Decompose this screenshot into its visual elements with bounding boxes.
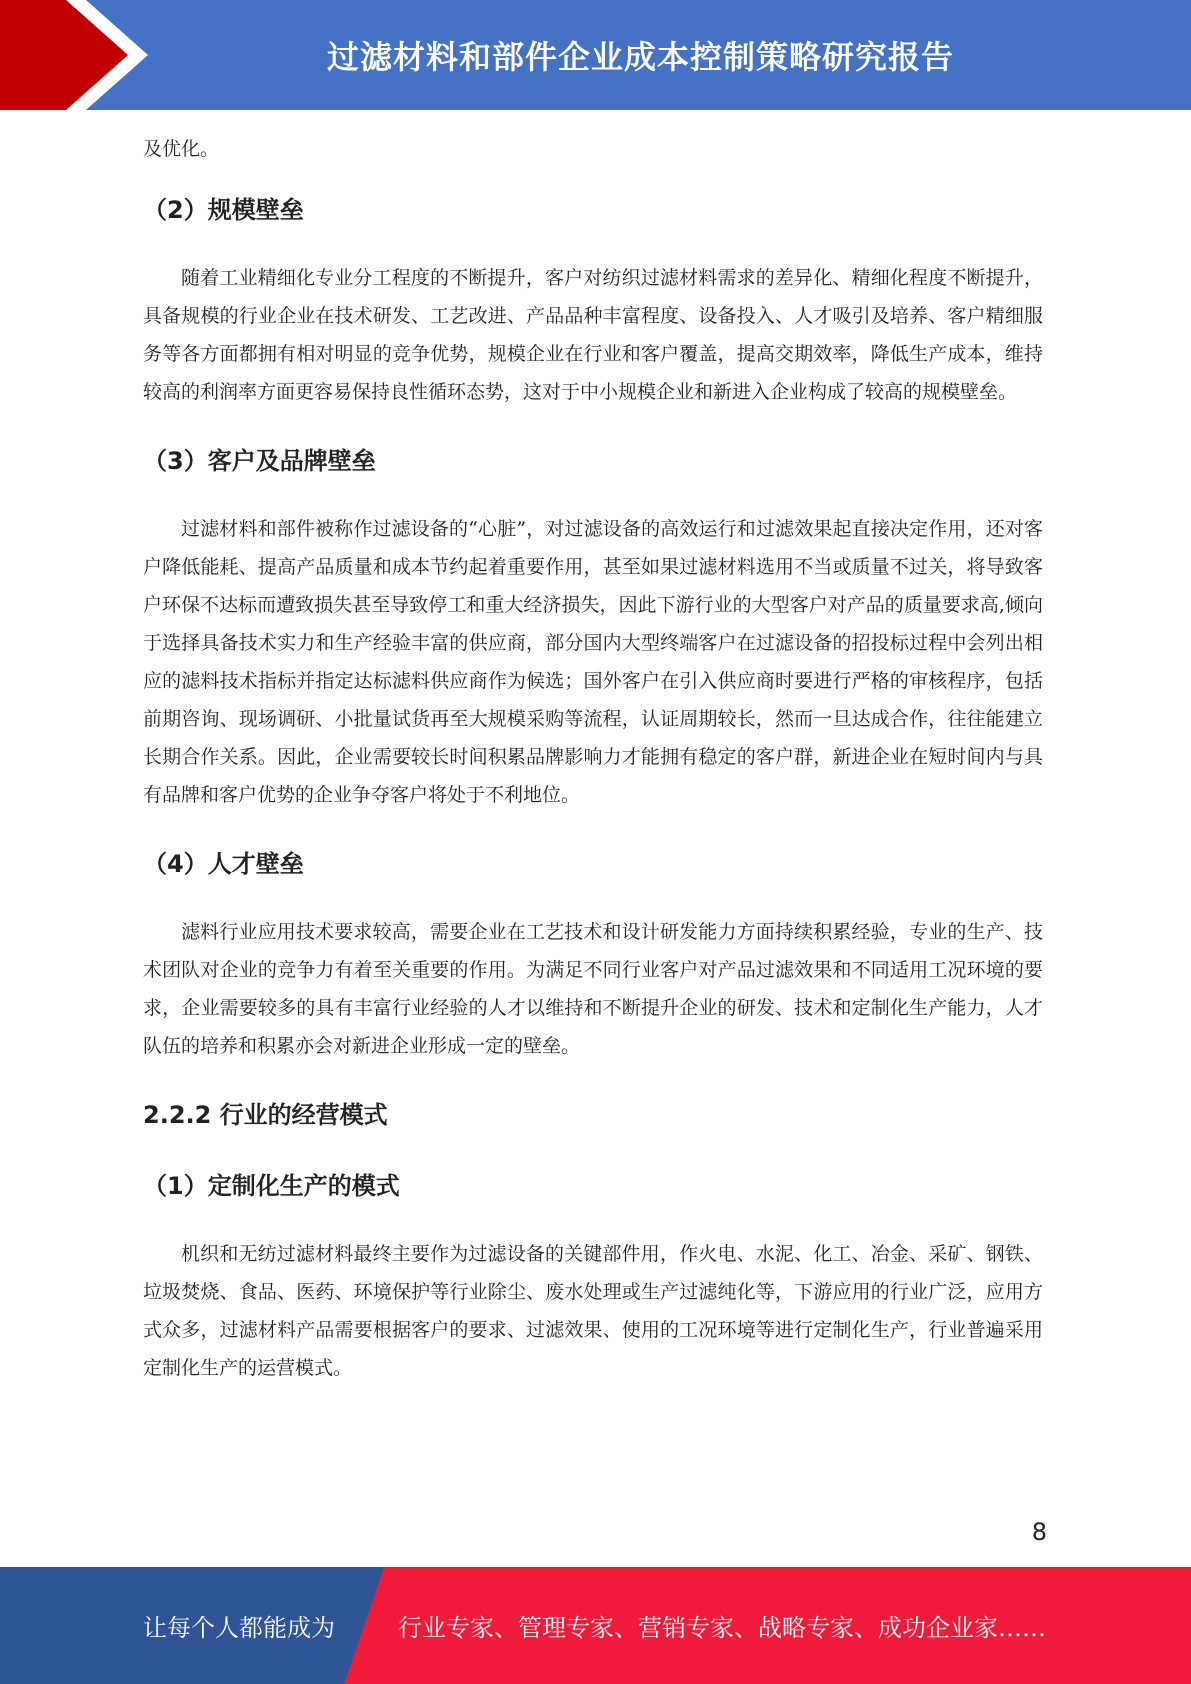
page-header xyxy=(0,0,1191,110)
section-heading-customer-brand-barrier: （3）客户及品牌壁垒 xyxy=(143,447,376,475)
footer-slogan-right: 行业专家、管理专家、营销专家、战略专家、成功企业家…… xyxy=(398,1614,1046,1642)
page-number: 8 xyxy=(1031,1518,1047,1546)
chapter-heading-business-model: 2.2.2 行业的经营模式 xyxy=(143,1101,388,1129)
section-paragraph-talent-barrier: 滤料行业应用技术要求较高，需要企业在工艺技术和设计研发能力方面持续积累经验，专业的生产、技术团队对企业的竞争力有着至关重要的作用。为满足不同行业客户对产品过滤效果和不同适用工况环境的要求，企业需要较多的具有丰富行业经验的人才以维持和不断提升企业的研发、技术和定制化生产能力，人才队伍的培养和积累亦会对新进企业形成一定的壁垒。 xyxy=(143,921,1043,1057)
footer-slogan-left: 让每个人都能成为 xyxy=(143,1614,335,1642)
document-body xyxy=(143,130,1043,1387)
section-paragraph-custom-production: 机织和无纺过滤材料最终主要作为过滤设备的关键部件用，作火电、水泥、化工、冶金、采矿、钢铁、垃圾焚烧、食品、医药、环境保护等行业除尘、废水处理或生产过滤纯化等，下游应用的行业广泛，应用方式众多，过滤材料产品需要根据客户的要求、过滤效果、使用的工况环境等进行定制化生产，行业普遍采用定制化生产的运营模式。 xyxy=(143,1243,1043,1379)
header-chevron-decoration xyxy=(0,0,160,110)
section-heading-custom-production: （1）定制化生产的模式 xyxy=(143,1172,400,1200)
report-title: 过滤材料和部件企业成本控制策略研究报告 xyxy=(326,38,954,76)
intro-tail-text: 及优化。 xyxy=(143,138,220,160)
section-paragraph-scale-barrier: 随着工业精细化专业分工程度的不断提升，客户对纺织过滤材料需求的差异化、精细化程度不断提升，具备规模的行业企业在技术研发、工艺改进、产品品种丰富程度、设备投入、人才吸引及培养、客户精细服务等各方面都拥有相对明显的竞争优势，规模企业在行业和客户覆盖，提高交期效率，降低生产成本，维持较高的利润率方面更容易保持良性循环态势，这对于中小规模企业和新进入企业构成了较高的规模壁垒。 xyxy=(143,267,1043,403)
section-heading-scale-barrier: （2）规模壁垒 xyxy=(143,196,304,224)
page-footer xyxy=(0,1567,1191,1684)
section-heading-talent-barrier: （4）人才壁垒 xyxy=(143,850,304,878)
section-paragraph-customer-brand-barrier: 过滤材料和部件被称作过滤设备的“心脏”，对过滤设备的高效运行和过滤效果起直接决定作用，还对客户降低能耗、提高产品质量和成本节约起着重要作用，甚至如果过滤材料选用不当或质量不过关，将导致客户环保不达标而遭致损失甚至导致停工和重大经济损失，因此下游行业的大型客户对产品的质量要求高,倾向于选择具备技术实力和生产经验丰富的供应商，部分国内大型终端客户在过滤设备的招投标过程中会列出相应的滤料技术指标并指定达标滤料供应商作为候选；国外客户在引入供应商时要进行严格的审核程序，包括前期咨询、现场调研、小批量试货再至大规模采购等流程，认证周期较长，然而一旦达成合作，往往能建立长期合作关系。因此，企业需要较长时间积累品牌影响力才能拥有稳定的客户群，新进企业在短时间内与具有品牌和客户优势的企业争夺客户将处于不利地位。 xyxy=(143,518,1043,806)
